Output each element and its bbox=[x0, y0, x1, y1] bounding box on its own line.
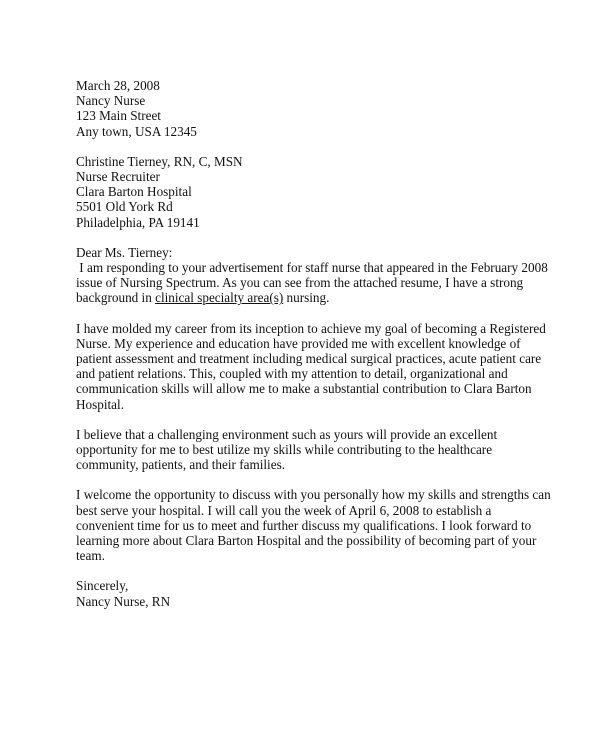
paragraph-1-line-2: issue of Nursing Spectrum. As you can see from the attached resume, I have a strong bbox=[76, 275, 524, 291]
closing: Sincerely, bbox=[76, 578, 129, 594]
sender-street: 123 Main Street bbox=[76, 108, 161, 124]
paragraph-2-line: communication skills will allow me to make a substantial contribution to Clara Barton bbox=[76, 381, 532, 397]
recipient-name: Christine Tierney, RN, C, MSN bbox=[76, 153, 243, 169]
paragraph-3-line: I believe that a challenging environment such as yours will provide an excellent bbox=[76, 426, 498, 442]
paragraph-4-line: I welcome the opportunity to discuss with you personally how my skills and strengths can bbox=[76, 487, 551, 503]
specialty-area-placeholder: clinical specialty area(s) bbox=[155, 290, 284, 306]
paragraph-4 bbox=[76, 487, 556, 563]
paragraph-4-line: team. bbox=[76, 548, 105, 564]
paragraph-1-text-before: background in bbox=[76, 290, 156, 306]
recipient-address bbox=[76, 154, 556, 230]
paragraph-4-line: convenient time for us to meet and further discuss my qualifications. I look forward to bbox=[76, 517, 532, 533]
paragraph-3-line: community, patients, and their families. bbox=[76, 457, 285, 473]
paragraph-2 bbox=[76, 321, 556, 412]
paragraph-2-line: Nurse. My experience and education have provided me with excellent knowledge of bbox=[76, 335, 521, 351]
recipient-organization: Clara Barton Hospital bbox=[76, 184, 192, 200]
paragraph-1-text-after: nursing. bbox=[283, 290, 330, 306]
paragraph-1 bbox=[76, 260, 556, 306]
salutation: Dear Ms. Tierney: bbox=[76, 244, 173, 260]
paragraph-2-line: I have molded my career from its inception to achieve my goal of becoming a Registered bbox=[76, 320, 546, 336]
recipient-title: Nurse Recruiter bbox=[76, 169, 160, 185]
recipient-street: 5501 Old York Rd bbox=[76, 199, 173, 215]
sender-address bbox=[76, 93, 556, 139]
paragraph-4-line: best serve your hospital. I will call you the week of April 6, 2008 to establish a bbox=[76, 502, 492, 518]
paragraph-2-line: and patient relations. This, coupled with my attention to detail, organizational and bbox=[76, 366, 508, 382]
sender-name: Nancy Nurse bbox=[76, 93, 146, 109]
paragraph-3-line: opportunity for me to best utilize my skills while contributing to the healthcare bbox=[76, 442, 493, 458]
cover-letter bbox=[76, 78, 556, 609]
paragraph-2-line: patient assessment and treatment including medical surgical practices, acute patient care bbox=[76, 351, 542, 367]
paragraph-3 bbox=[76, 427, 556, 473]
paragraph-4-line: learning more about Clara Barton Hospital and the possibility of becoming part of your bbox=[76, 533, 537, 549]
paragraph-1-line-3 bbox=[76, 290, 556, 305]
signature: Nancy Nurse, RN bbox=[76, 593, 171, 609]
paragraph-1-line-1: I am responding to your advertisement for staff nurse that appeared in the February 2008 bbox=[76, 260, 548, 276]
letter-date: March 28, 2008 bbox=[76, 78, 160, 93]
sender-city: Any town, USA 12345 bbox=[76, 123, 197, 139]
paragraph-2-line: Hospital. bbox=[76, 396, 124, 412]
recipient-city: Philadelphia, PA 19141 bbox=[76, 214, 200, 230]
